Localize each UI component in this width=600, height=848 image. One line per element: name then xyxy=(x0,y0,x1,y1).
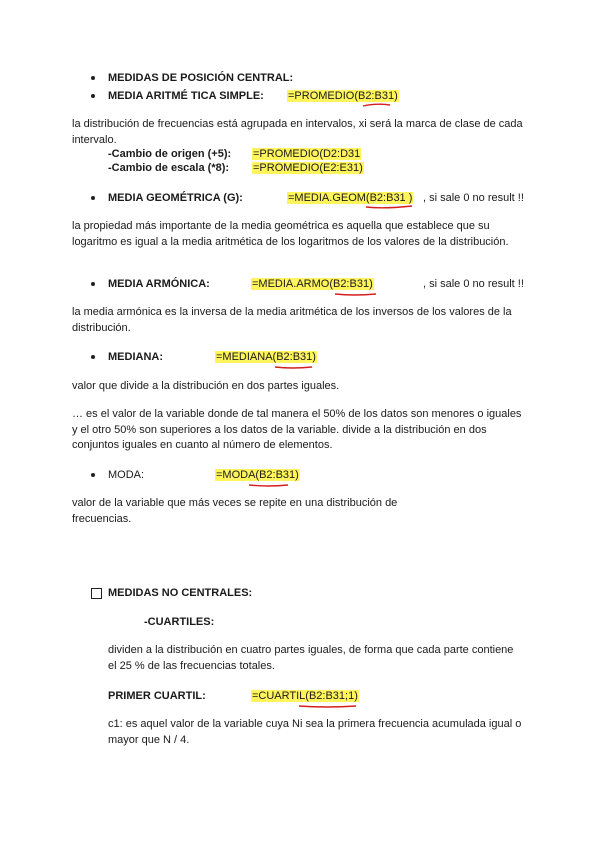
heading-media-aritmetica: MEDIA ARITMÉ TICA SIMPLE: xyxy=(108,90,264,102)
heading-moda: MODA: xyxy=(108,469,145,481)
heading-mediana: MEDIANA: xyxy=(108,351,163,363)
formula-promedio: =PROMEDIO(B2:B31) xyxy=(288,90,398,102)
formula-media-geom: =MEDIA.GEOM(B2:B31 ) xyxy=(288,192,413,204)
bullet-dot xyxy=(91,76,95,80)
bullet-dot xyxy=(91,473,95,477)
underline-mark xyxy=(362,102,392,108)
bullet-dot xyxy=(91,282,95,286)
cambio-origen-label: -Cambio de origen (+5): xyxy=(108,148,232,160)
bullet-dot xyxy=(91,94,95,98)
section-heading-posicion-central: MEDIDAS DE POSICIÓN CENTRAL: xyxy=(108,72,294,84)
cambio-escala-label: -Cambio de escala (*8): xyxy=(108,162,230,174)
bullet-dot xyxy=(91,355,95,359)
mediana-desc: valor que divide a la distribución en dos partes iguales. xyxy=(72,380,340,392)
underline-mark xyxy=(248,482,290,488)
armo-note: , si sale 0 no result !! xyxy=(423,278,524,290)
formula-cuartil: =CUARTIL(B2:B31;1) xyxy=(252,690,358,702)
heading-media-geometrica: MEDIA GEOMÉTRICA (G): xyxy=(108,192,243,204)
underline-mark xyxy=(365,204,415,210)
cambio-escala-formula: =PROMEDIO(E2:E31) xyxy=(253,162,363,174)
moda-desc: valor de la variable que más veces se repite en una distribución de frecuencias. xyxy=(72,497,398,525)
heading-media-armonica: MEDIA ARMÓNICA: xyxy=(108,278,210,290)
heading-cuartiles: -CUARTILES: xyxy=(144,616,215,628)
formula-media-armo: =MEDIA.ARMO(B2:B31) xyxy=(252,278,373,290)
media-armonica-desc: la media armónica es la inversa de la media aritmética de los inversos de los valores de la distribución. xyxy=(72,306,512,334)
cambio-origen-formula: =PROMEDIO(D2:D31 xyxy=(253,148,361,160)
checkbox[interactable] xyxy=(91,588,102,599)
underline-mark xyxy=(298,703,358,709)
media-geometrica-desc: la propiedad más importante de la media geométrica es aquella que establece que su logaritmo es igual a la media aritmética de los logaritmos de los valores de la distribución. xyxy=(72,220,509,248)
heading-primer-cuartil: PRIMER CUARTIL: xyxy=(108,690,206,702)
cuartiles-desc: dividen a la distribución en cuatro partes iguales, de forma que cada parte contiene el 25 % de las frecuencias totales. xyxy=(108,644,514,672)
underline-mark xyxy=(274,364,314,370)
formula-moda: =MODA(B2:B31) xyxy=(216,469,299,481)
geom-note: , si sale 0 no result !! xyxy=(423,192,524,204)
c1-desc: c1: es aquel valor de la variable cuya Ni sea la primera frecuencia acumulada igual o mayor que N / 4. xyxy=(108,718,522,746)
bullet-dot xyxy=(91,196,95,200)
mediana-desc2: … es el valor de la variable donde de tal manera el 50% de los datos son menores o iguales y el otro 50% son superiores a los datos de la variable. divide a la distribución en dos conjuntos iguales en cuanto al número de elementos. xyxy=(72,408,522,451)
formula-mediana: =MEDIANA(B2:B31) xyxy=(216,351,316,363)
heading-no-centrales: MEDIDAS NO CENTRALES: xyxy=(108,587,253,599)
media-aritmetica-desc: la distribución de frecuencias está agrupada en intervalos, xi será la marca de clase de cada intervalo. xyxy=(72,118,523,146)
underline-mark xyxy=(334,291,378,297)
